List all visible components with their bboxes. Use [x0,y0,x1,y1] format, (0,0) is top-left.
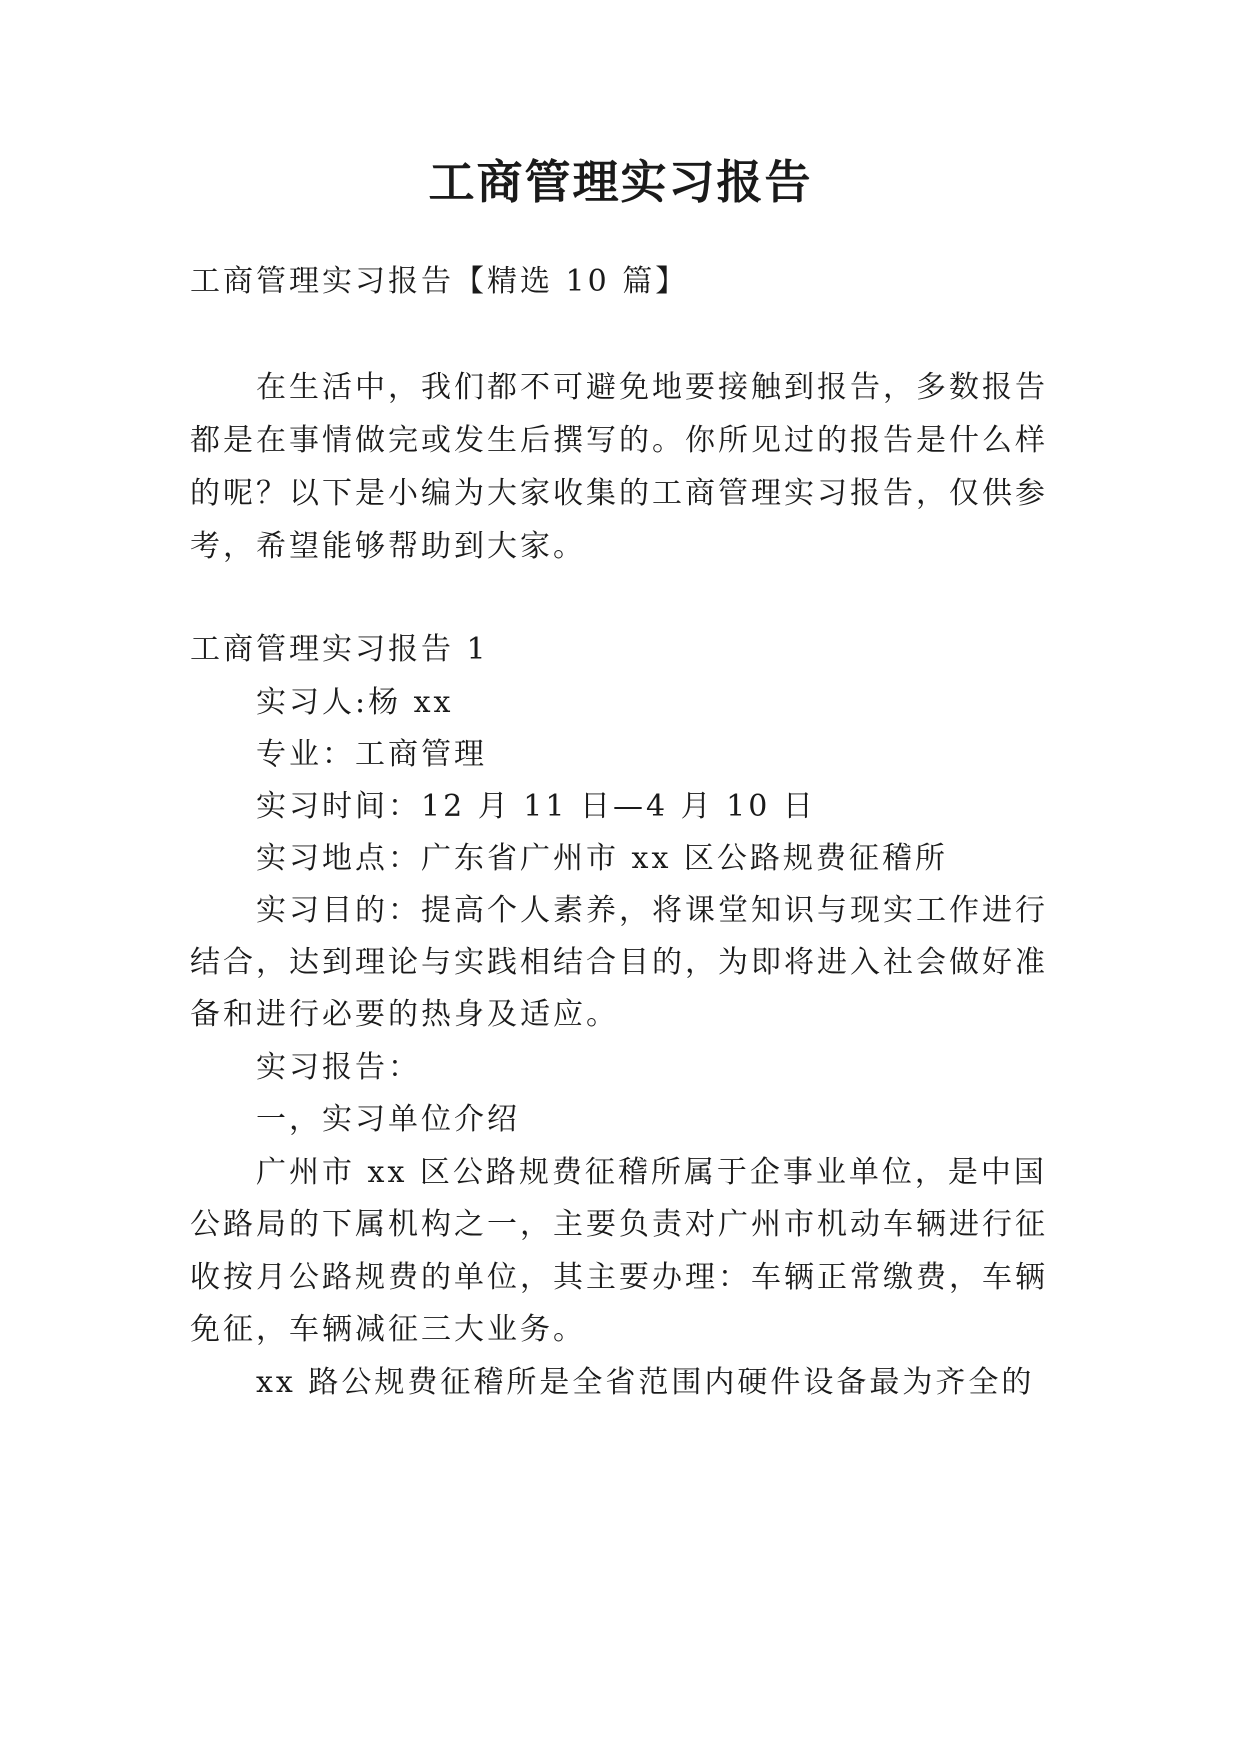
document-subtitle: 工商管理实习报告【精选 10 篇】 [190,264,689,299]
unit-line: 收按月公路规费的单位，其主要办理：车辆正常缴费，车辆 [190,1260,1048,1295]
unit-line: 公路局的下属机构之一，主要负责对广州市机动车辆进行征 [190,1207,1048,1242]
intro-line: 都是在事情做完或发生后撰写的。你所见过的报告是什么样 [190,423,1048,458]
unit-line: 广州市 xx 区公路规费征稽所属于企事业单位，是中国 [256,1155,1047,1190]
body-line: xx 路公规费征稽所是全省范围内硬件设备最为齐全的 [256,1365,1035,1400]
field-intern: 实习人:杨 xx [256,685,454,720]
purpose-line: 备和进行必要的热身及适应。 [190,997,619,1032]
document-title: 工商管理实习报告 [428,155,813,209]
unit-heading: 一，实习单位介绍 [256,1102,520,1137]
purpose-line: 实习目的：提高个人素养，将课堂知识与现实工作进行 [256,893,1048,928]
intro-line: 在生活中，我们都不可避免地要接触到报告，多数报告 [256,370,1048,405]
field-location: 实习地点：广东省广州市 xx 区公路规费征稽所 [256,841,948,876]
purpose-line: 结合，达到理论与实践相结合目的，为即将进入社会做好准 [190,945,1048,980]
unit-line: 免征，车辆减征三大业务。 [190,1312,586,1347]
report-label: 实习报告： [256,1050,421,1085]
intro-line: 考，希望能够帮助到大家。 [190,529,586,564]
field-major: 专业：工商管理 [256,737,487,772]
section-heading: 工商管理实习报告 1 [190,632,489,667]
field-period: 实习时间：12 月 11 日—4 月 10 日 [256,789,816,824]
intro-line: 的呢？以下是小编为大家收集的工商管理实习报告，仅供参 [190,476,1048,511]
